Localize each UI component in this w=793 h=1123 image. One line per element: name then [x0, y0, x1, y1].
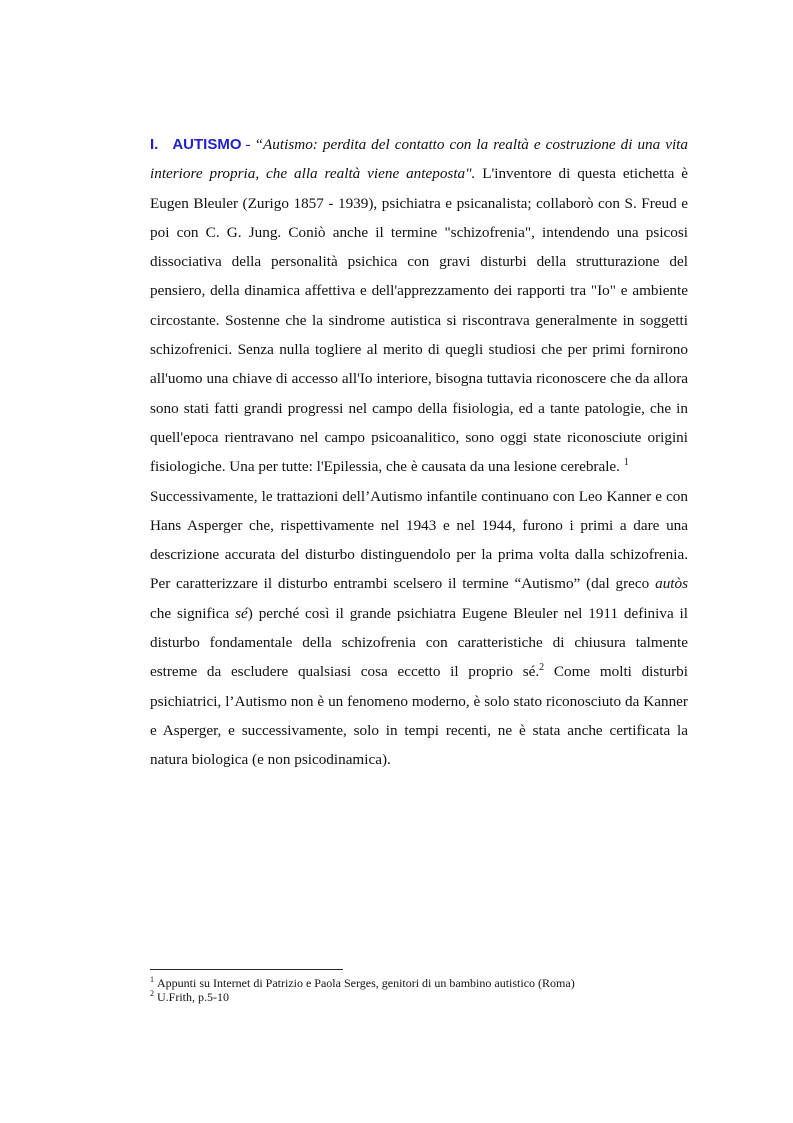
footnote-mark: 2	[150, 989, 154, 998]
paragraph-2-part-1: Successivamente, le trattazioni dell’Autismo infantile continuano con Leo Kanner e con Hans Asperger che, rispettivamente nel 1943 e nel 1944, furono i primi a dare una descrizione accurata del disturbo distinguendolo per la prima volta dalla schizofrenia. Per caratterizzare il disturbo entrambi scelsero il termine “Autismo” (dal greco	[150, 487, 688, 593]
footnote-text: Appunti su Internet di Patrizio e Paola Serges, genitori di un bambino autistico (Roma)	[157, 976, 575, 990]
footnote-2	[150, 990, 690, 1004]
greek-term: autòs	[655, 575, 689, 593]
footnote-text: U.Frith, p.5-10	[157, 990, 229, 1004]
definition-quote: “Autismo: perdita del contatto con la realtà e costruzione di una vita interiore propria, che alla realtà viene anteposta".	[150, 136, 688, 183]
footnote-1	[150, 976, 690, 990]
footnote-divider	[150, 969, 343, 970]
footnote-mark: 1	[150, 975, 154, 984]
heading-paragraph	[150, 130, 688, 482]
paragraph-kanner-asperger	[150, 482, 688, 775]
paragraph-2-part-3: ) perché così il grande psichiatra Eugene Bleuler nel 1911 definiva il disturbo fondamentale della schizofrenia con caratteristiche di chiusura talmente estreme da escludere qualsiasi cosa eccetto il proprio sé.	[150, 604, 688, 681]
paragraph-2-part-4: Come molti disturbi psichiatrici, l’Autismo non è un fenomeno moderno, è solo stato riconosciuto da Kanner e Asperger, e successivamente, solo in tempi recenti, ne è stata anche certificata la natura biologica (e non psicodinamica).	[150, 663, 688, 769]
meaning-term: sé	[235, 604, 248, 622]
section-heading	[150, 136, 242, 153]
body-text	[150, 130, 688, 775]
paragraph-bleuler: L'inventore di questa etichetta è Eugen Bleuler (Zurigo 1857 - 1939), psichiatra e psicanalista; collaborò con S. Freud e poi con C. G. Jung. Coniò anche il termine "schizofrenia", intendendo una psicosi dissociativa della personalità psichica con gravi disturbi della strutturazione del pensiero, della dinamica affettiva e dell'apprezzamento dei rapporti tra "Io" e ambiente circostante. Sostenne che la sindrome autistica si riscontrava generalmente in soggetti schizofrenici. Senza nulla togliere al merito di quegli studiosi che per primi fornirono all'uomo una chiave di accesso all'Io interiore, bisogna tuttavia riconoscere che da allora sono stati fatti grandi progressi nel campo della fisiologia, ed a tante patologie, che in quell'epoca rientravano nel campo psicoanalitico, sono oggi state riconosciute origini fisiologiche. Una per tutte: l'Epilessia, che è causata da una lesione cerebrale.	[150, 165, 688, 476]
section-number: I.	[150, 136, 159, 153]
paragraph-2-part-2: che significa	[150, 604, 230, 622]
footnote-ref-2: 2	[539, 662, 545, 674]
heading-separator: -	[245, 136, 251, 153]
footnote-ref-1: 1	[623, 457, 629, 469]
footnotes	[150, 976, 690, 1004]
section-title: AUTISMO	[172, 136, 242, 153]
